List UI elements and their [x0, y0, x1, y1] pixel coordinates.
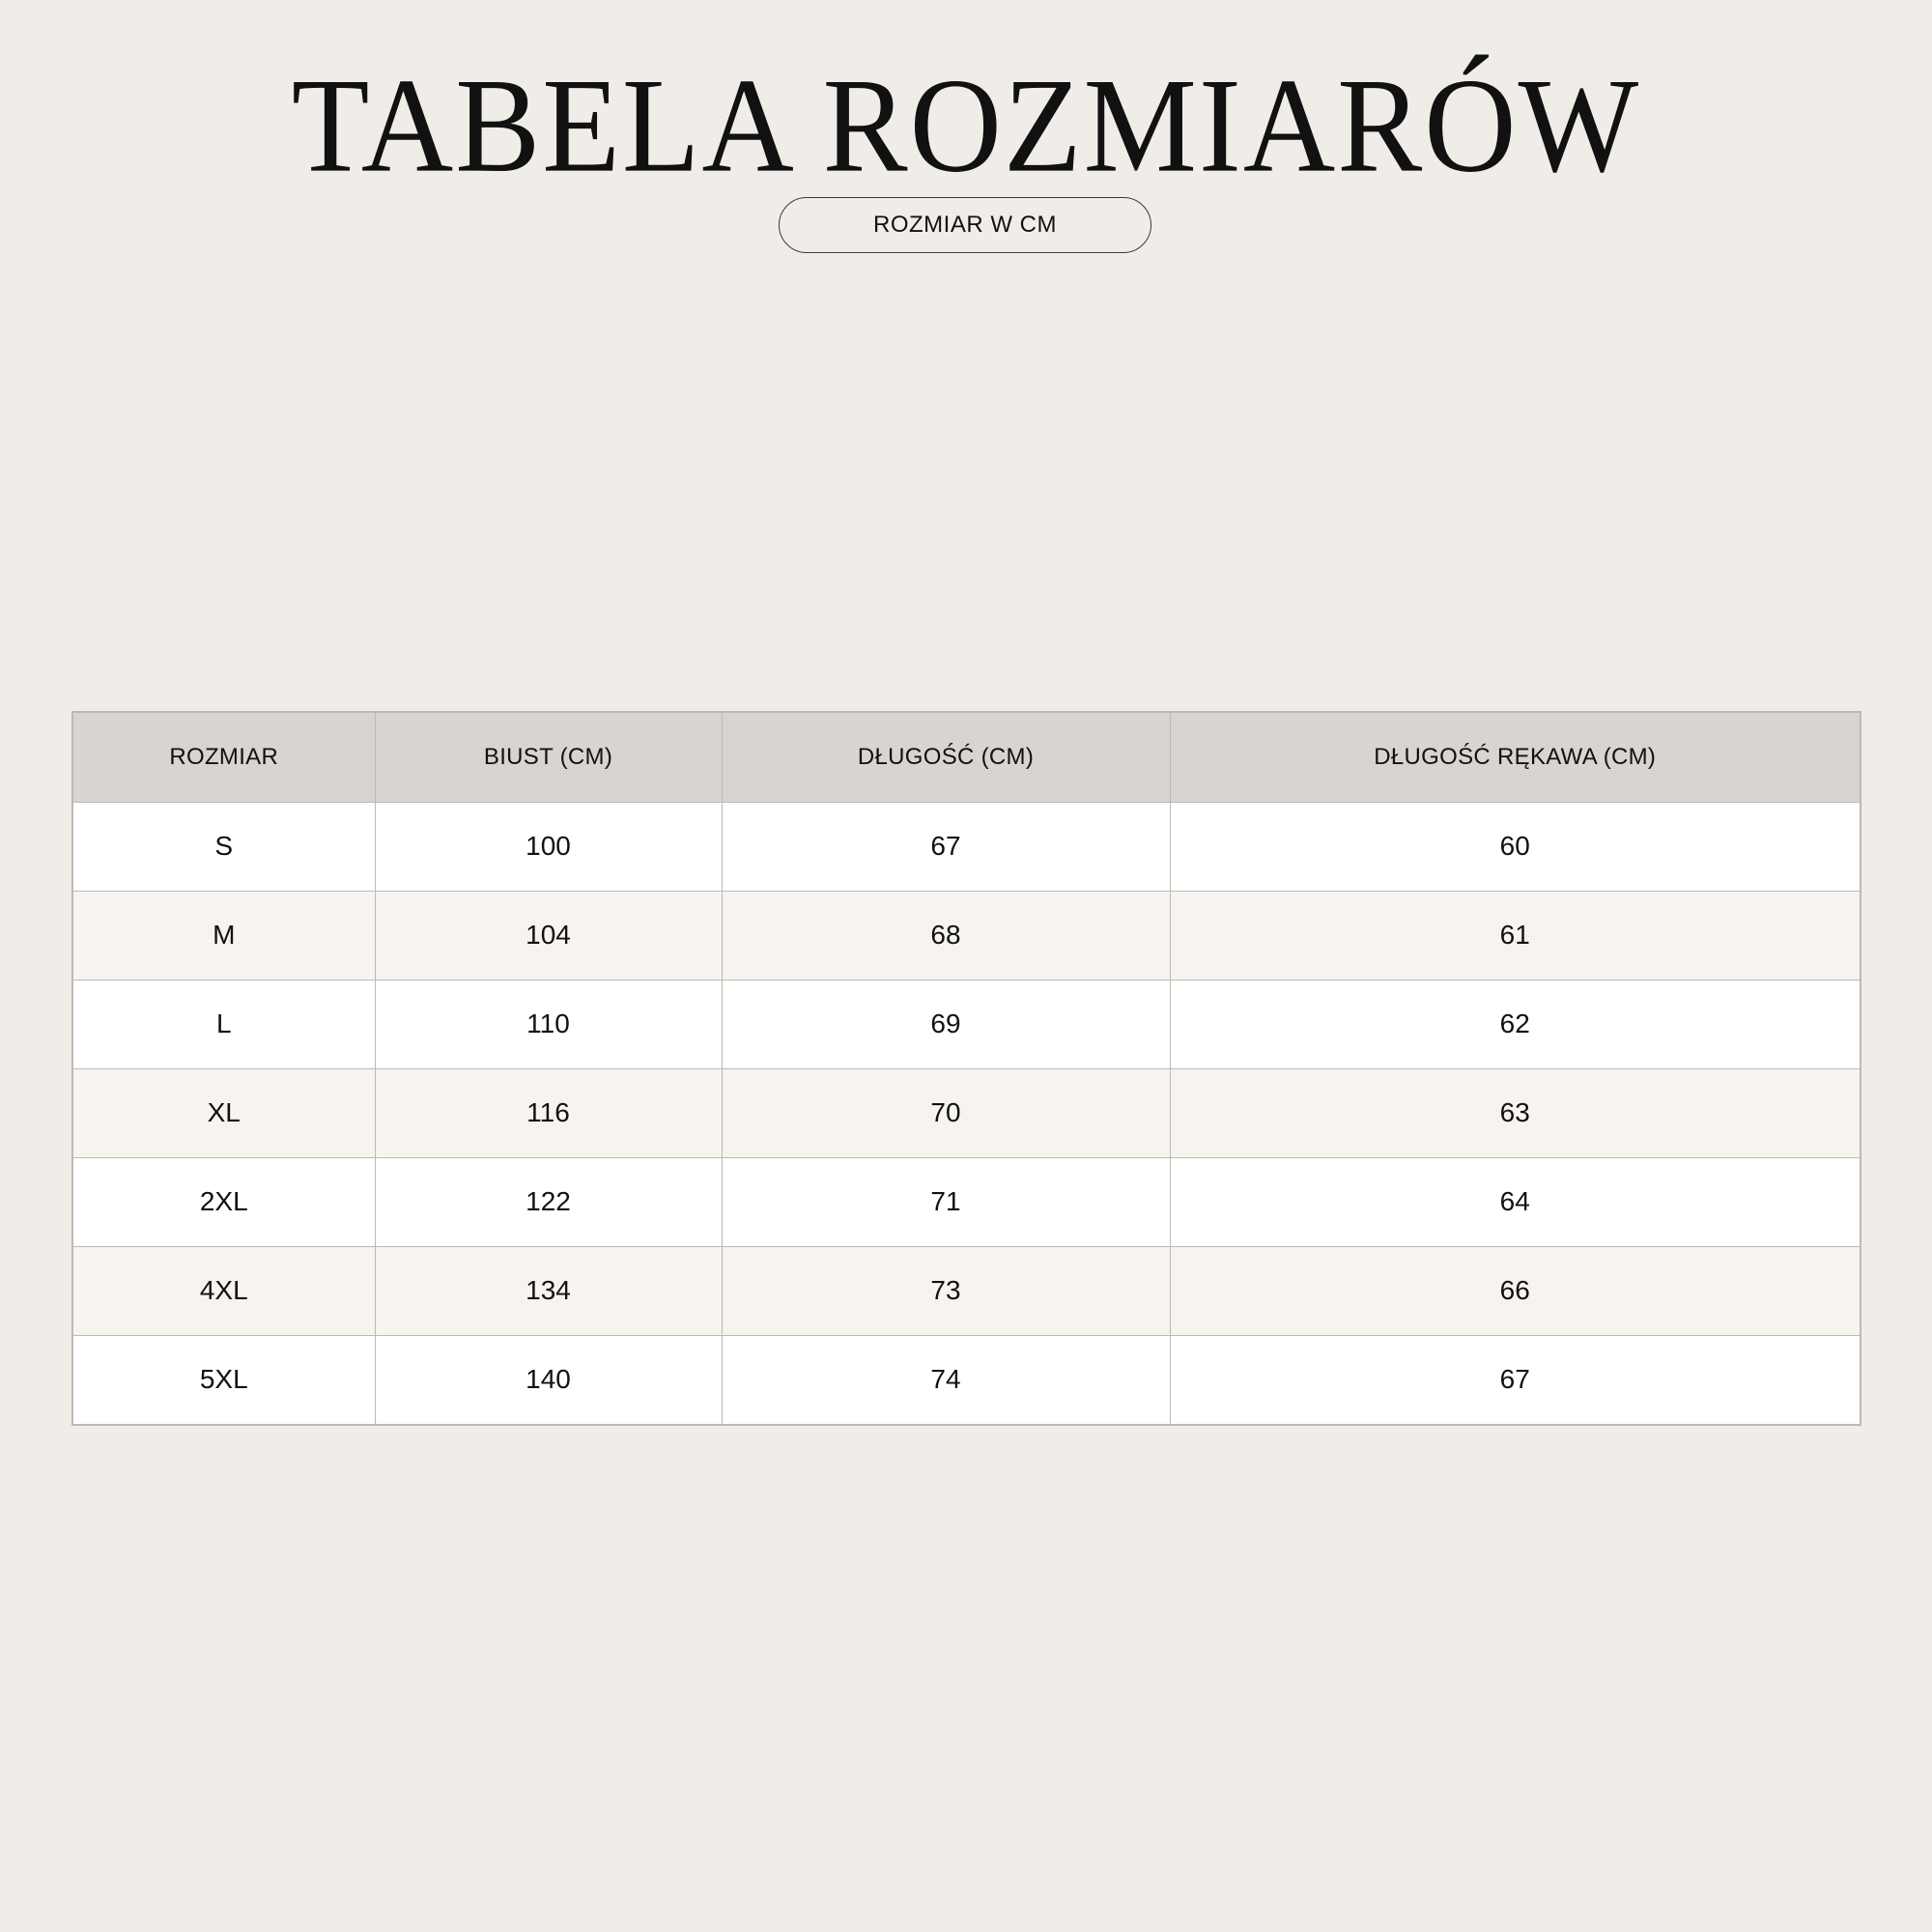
cell-length: 73	[722, 1246, 1170, 1335]
cell-sleeve-length: 64	[1170, 1157, 1860, 1246]
cell-bust: 110	[375, 980, 722, 1068]
cell-sleeve-length: 62	[1170, 980, 1860, 1068]
table-row	[73, 1335, 1860, 1424]
cell-size: 2XL	[73, 1157, 375, 1246]
size-table-grid	[73, 713, 1860, 1424]
cell-length: 70	[722, 1068, 1170, 1157]
cell-sleeve-length: 66	[1170, 1246, 1860, 1335]
cell-size: XL	[73, 1068, 375, 1157]
unit-badge-label: ROZMIAR W CM	[873, 212, 1057, 238]
cell-bust: 100	[375, 802, 722, 891]
cell-bust: 116	[375, 1068, 722, 1157]
cell-sleeve-length: 67	[1170, 1335, 1860, 1424]
header-sleeve-length: DŁUGOŚĆ RĘKAWA (CM)	[1170, 713, 1860, 802]
cell-length: 69	[722, 980, 1170, 1068]
cell-size: 5XL	[73, 1335, 375, 1424]
table-row	[73, 891, 1860, 980]
unit-badge	[779, 197, 1151, 253]
cell-sleeve-length: 60	[1170, 802, 1860, 891]
table-row	[73, 1068, 1860, 1157]
cell-bust: 104	[375, 891, 722, 980]
table-row	[73, 802, 1860, 891]
cell-sleeve-length: 61	[1170, 891, 1860, 980]
cell-bust: 134	[375, 1246, 722, 1335]
cell-size: 4XL	[73, 1246, 375, 1335]
table-header-row	[73, 713, 1860, 802]
cell-bust: 140	[375, 1335, 722, 1424]
cell-size: L	[73, 980, 375, 1068]
cell-length: 68	[722, 891, 1170, 980]
table-row	[73, 1157, 1860, 1246]
cell-sleeve-length: 63	[1170, 1068, 1860, 1157]
cell-length: 74	[722, 1335, 1170, 1424]
cell-length: 67	[722, 802, 1170, 891]
cell-size: M	[73, 891, 375, 980]
page-title: TABELA ROZMIARÓW	[291, 49, 1641, 201]
size-table	[71, 711, 1861, 1426]
cell-bust: 122	[375, 1157, 722, 1246]
table-row	[73, 980, 1860, 1068]
table-row	[73, 1246, 1860, 1335]
header-size: ROZMIAR	[73, 713, 375, 802]
header-bust: BIUST (CM)	[375, 713, 722, 802]
cell-length: 71	[722, 1157, 1170, 1246]
cell-size: S	[73, 802, 375, 891]
header-length: DŁUGOŚĆ (CM)	[722, 713, 1170, 802]
